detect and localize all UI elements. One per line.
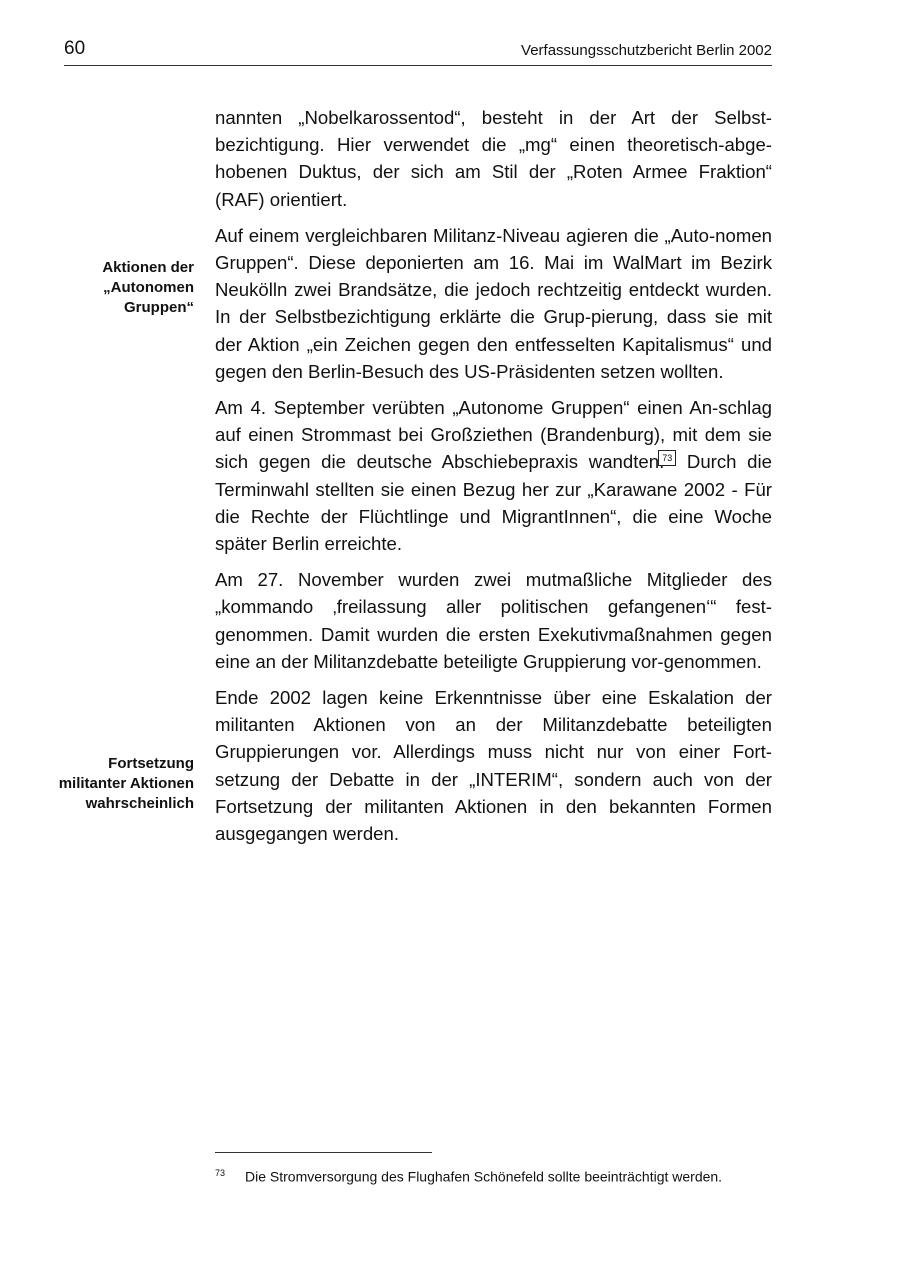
page-number: 60 — [64, 38, 86, 59]
page-header — [64, 38, 772, 66]
margin-note-fortsetzung — [14, 754, 194, 814]
body-text — [215, 104, 772, 856]
margin-note-line: Aktionen der — [102, 259, 194, 276]
margin-note-line: Gruppen“ — [124, 299, 194, 316]
footnote-number: 73 — [215, 1168, 226, 1178]
footnote-text: Die Stromversorgung des Flughafen Schönefeld sollte beeinträchtigt werden. — [245, 1168, 723, 1185]
paragraph: Ende 2002 lagen keine Erkenntnisse über eine Eskalation der militanten Aktionen von an der Militanzdebatte beteiligten Gruppierungen vor. Allerdings muss nicht nur von einer Fort-setzung der Debatte in der „INTERIM“, sondern auch von der Fortsetzung der militanten Aktionen in den bekannten Formen ausgegangen werden. — [215, 687, 772, 845]
paragraph: Am 27. November wurden zwei mutmaßliche Mitglieder des „kommando ‚freilassung aller politischen gefangenen‘“ fest-genommen. Damit wurden die ersten Exekutivmaßnahmen gegen eine an der Militanzdebatte beteiligte Gruppierung vor-genommen. — [215, 569, 772, 672]
paragraph: nannten „Nobelkarossentod“, besteht in der Art der Selbst-bezichtigung. Hier verwendet die „mg“ einen theoretisch-abge-hobenen Duktus, der sich am Stil der „Roten Armee Fraktion“ (RAF) orientiert. — [215, 107, 772, 210]
running-title: Verfassungsschutzbericht Berlin 2002 — [521, 42, 772, 59]
paragraph: Auf einem vergleichbaren Militanz-Niveau agieren die „Auto-nomen Gruppen“. Diese deponierten am 16. Mai im WalMart im Bezirk Neukölln zwei Brandsätze, die jedoch rechtzeitig entdeckt wurden. In der Selbstbezichtigung erklärte die Grup-pierung, dass sie mit der Aktion „ein Zeichen gegen den entfesselten Kapitalismus“ und gegen den Berlin-Besuch des US-Präsidenten setzen wollten. — [215, 224, 772, 382]
footnote-reference[interactable]: 73 — [658, 450, 676, 466]
paragraph-text: Durch die Terminwahl stellten sie einen Bezug her zur „Karawane 2002 - Für die Rechte der Flüchtlinge und MigrantInnen“, die eine Woche später Berlin erreichte. — [215, 451, 772, 555]
footnote — [215, 1168, 772, 1185]
margin-note-line: militanter Aktionen — [58, 775, 194, 792]
margin-note-line: wahrscheinlich — [85, 795, 194, 812]
margin-note-autonome-gruppen — [14, 258, 194, 318]
paragraph-text: Am 4. September verübten „Autonome Gruppen“ einen An-schlag auf einen Strommast bei Großziethen (Brandenburg), mit dem sie sich gegen die deutsche Abschiebepraxis wandten. — [215, 397, 772, 473]
footnote-divider — [215, 1152, 432, 1153]
paragraph — [215, 394, 772, 557]
margin-note-line: Fortsetzung — [108, 755, 194, 772]
margin-note-line: „Autonomen — [103, 279, 194, 296]
